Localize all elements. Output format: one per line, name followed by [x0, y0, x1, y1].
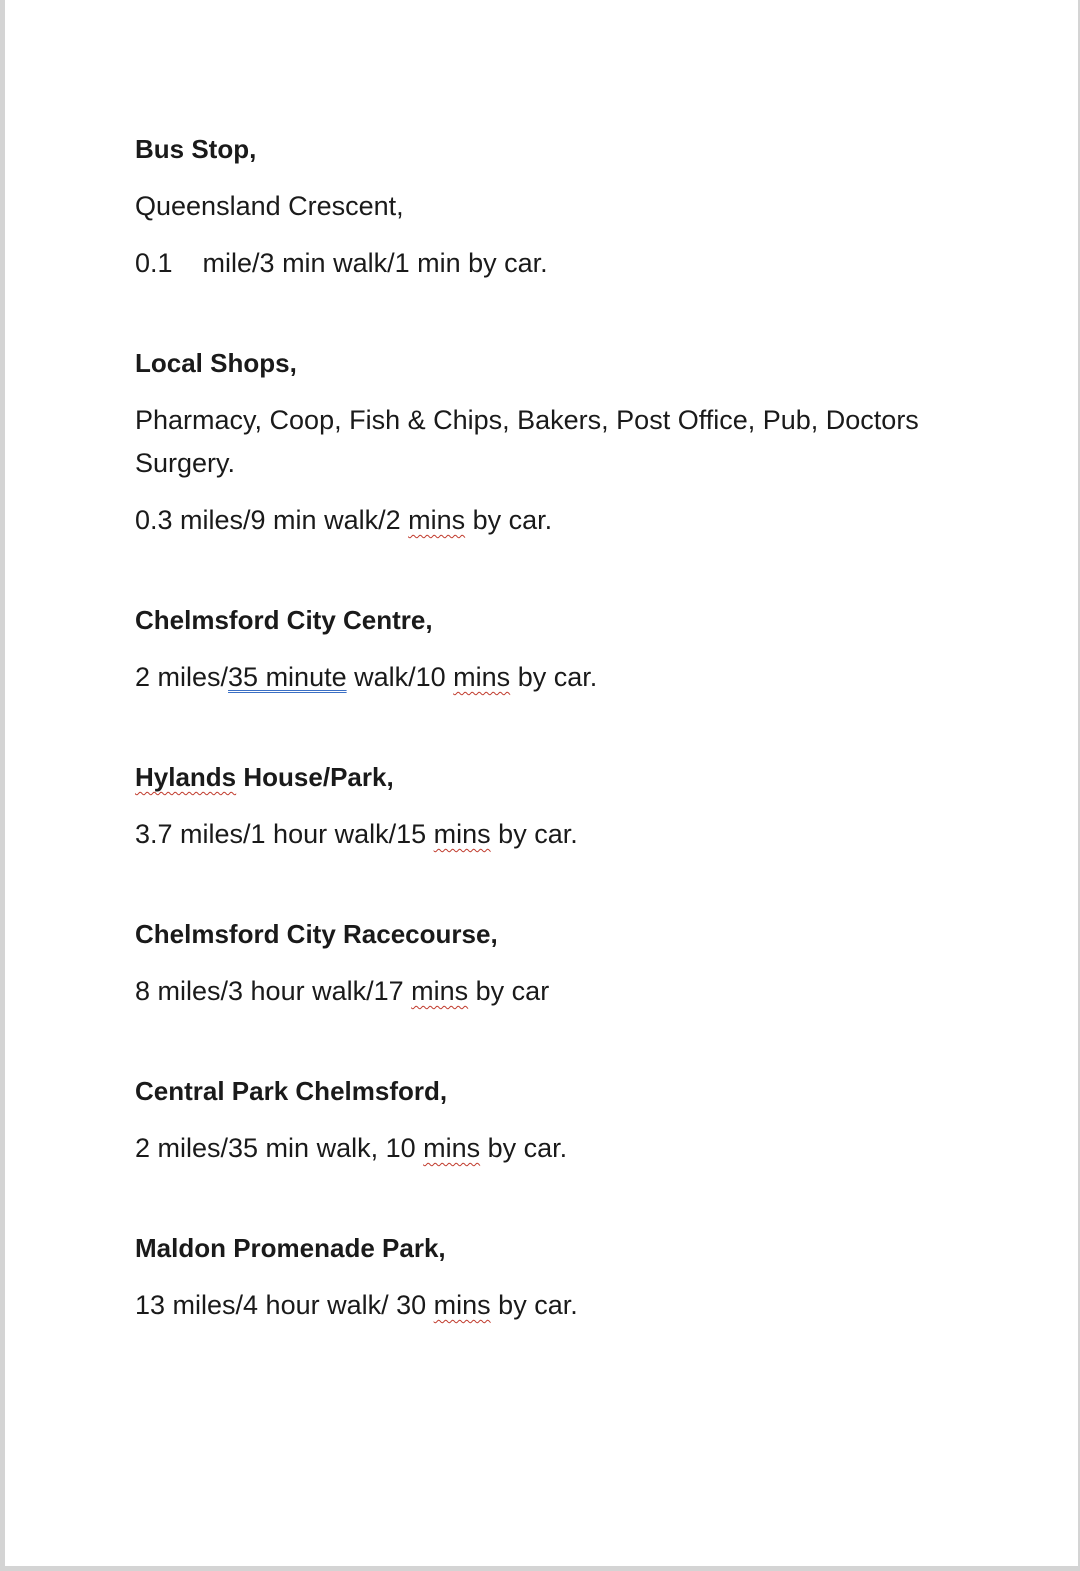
distance-text: by car.: [490, 1290, 578, 1320]
spelling-flagged-word[interactable]: mins: [433, 1290, 491, 1320]
section-heading: Bus Stop,: [135, 134, 257, 164]
spelling-flagged-word[interactable]: mins: [423, 1133, 481, 1163]
section-text: Queensland Crescent,: [135, 191, 404, 221]
distance-text: by car.: [465, 505, 553, 535]
distance-line: [135, 242, 995, 285]
distance-text: 2 miles/35 min walk, 10: [135, 1133, 424, 1163]
distance-text: mile/3 min walk/1 min by car.: [202, 248, 548, 278]
distance-text: 8 miles/3 hour walk/17: [135, 976, 412, 1006]
spelling-flagged-word[interactable]: Hylands: [135, 762, 237, 792]
section-heading: Maldon Promenade Park,: [135, 1233, 446, 1263]
distance-text: by car.: [490, 819, 578, 849]
distance-line: [135, 656, 995, 699]
distance-line: [135, 499, 995, 542]
spelling-flagged-word[interactable]: mins: [408, 505, 466, 535]
distance-text: 0.3 miles/9 min walk/2: [135, 505, 409, 535]
distance-text: 13 miles/4 hour walk/ 30: [135, 1290, 434, 1320]
section-text: Pharmacy, Coop, Fish & Chips, Bakers, Post Office, Pub, Doctors Surgery.: [135, 405, 919, 478]
distance-line: [135, 813, 995, 856]
distance-text: 2 miles/: [135, 662, 229, 692]
section-heading: Chelmsford City Centre,: [135, 605, 433, 635]
section-heading: Chelmsford City Racecourse,: [135, 919, 498, 949]
document-page: [5, 0, 1078, 1566]
section-heading: Central Park Chelmsford,: [135, 1076, 448, 1106]
distance-value: 0.1: [135, 248, 173, 278]
spelling-flagged-word[interactable]: mins: [411, 976, 469, 1006]
section-heading: Local Shops,: [135, 348, 297, 378]
distance-text: by car: [468, 976, 550, 1006]
distance-text: by car.: [480, 1133, 568, 1163]
distance-line: [135, 970, 995, 1013]
spelling-flagged-word[interactable]: mins: [453, 662, 511, 692]
distance-text: by car.: [510, 662, 598, 692]
distance-line: [135, 1127, 995, 1170]
document-body: [135, 128, 995, 1327]
section-heading: [135, 756, 995, 799]
heading-text: House/Park,: [236, 762, 394, 792]
distance-text: 3.7 miles/1 hour walk/15: [135, 819, 434, 849]
distance-line: [135, 1284, 995, 1327]
grammar-flagged-phrase[interactable]: 35 minute: [228, 662, 347, 692]
spelling-flagged-word[interactable]: mins: [433, 819, 491, 849]
distance-text: walk/10: [346, 662, 454, 692]
